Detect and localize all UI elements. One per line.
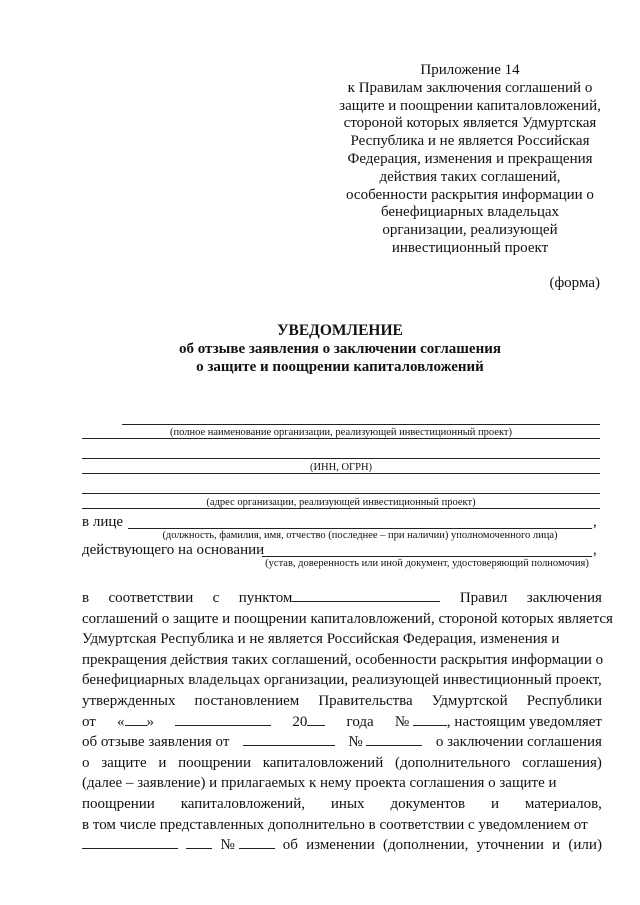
body-word: Правил <box>459 590 508 606</box>
body-row-2 <box>82 609 613 630</box>
resolution-number-field[interactable] <box>413 712 447 726</box>
body-word: и <box>490 795 500 812</box>
notice-date-field[interactable] <box>82 835 178 849</box>
appendix-line: Приложение 14 <box>420 62 520 78</box>
notice-body <box>82 588 613 856</box>
appendix-line: организации, реализующей <box>382 222 558 239</box>
body-row-9 <box>82 753 602 774</box>
inn-field-line-1[interactable] <box>82 458 600 459</box>
basis-field-line[interactable] <box>262 556 592 557</box>
body-word: (или) <box>568 837 602 854</box>
body-text: бенефициарных владельцах организации, реализующей инвестиционный проект, <box>82 672 602 689</box>
appendix-line: Республика и не является Российская <box>350 133 590 150</box>
day-field[interactable] <box>125 712 147 726</box>
body-word: от <box>82 713 96 730</box>
quote-open: « <box>117 713 125 730</box>
body-word: материалов, <box>524 795 602 812</box>
appendix-line: Федерация, изменения и прекращения <box>347 150 593 167</box>
basis-caption: (устав, доверенность или иной документ, удостоверяющий полномочия) <box>265 558 589 569</box>
body-word: в <box>82 590 90 606</box>
org-name-caption: (полное наименование организации, реализующей инвестиционный проект) <box>169 427 512 438</box>
body-row-4 <box>82 650 602 671</box>
title-main: УВЕДОМЛЕНИЕ <box>277 322 403 339</box>
body-text: об отзыве заявления от <box>82 734 230 751</box>
body-row-11 <box>82 794 602 815</box>
appendix-line: инвестиционный проект <box>391 239 549 256</box>
body-text: о заключении соглашения <box>435 734 602 751</box>
clause-number-field[interactable] <box>292 588 440 602</box>
address-field-line-1[interactable] <box>82 493 600 494</box>
address-field-line-2[interactable] <box>82 508 600 509</box>
inn-field-line-2[interactable] <box>82 473 600 474</box>
body-word: поощрении <box>82 795 155 812</box>
body-row-10 <box>82 773 602 794</box>
quote-close: » <box>146 713 155 730</box>
body-word: заключения <box>526 590 602 606</box>
basis-label: действующего на основании <box>82 542 265 558</box>
appendix-line: действия таких соглашений, <box>379 168 561 185</box>
appendix-line: защите и поощрении капиталовложений, <box>339 97 601 114</box>
body-word: об <box>282 837 298 854</box>
appendix-header <box>320 62 620 258</box>
body-word: (дополнении, <box>382 837 469 854</box>
inn-caption: (ИНН, ОГРН) <box>309 462 373 473</box>
body-word: соглашения) <box>522 754 602 771</box>
body-word: (дополнительного <box>394 754 511 771</box>
body-word: поощрении <box>178 754 251 771</box>
body-row-13 <box>82 835 602 856</box>
body-row-12 <box>82 815 602 836</box>
body-word: года <box>346 713 374 730</box>
body-word: документов <box>390 795 466 812</box>
body-text: , настоящим уведомляет <box>446 713 602 730</box>
body-word: изменении <box>306 837 375 854</box>
body-row-6 <box>82 691 602 712</box>
body-word: Республики <box>526 692 602 709</box>
person-label: в лице <box>82 514 124 530</box>
body-word: капиталовложений, <box>180 795 305 812</box>
appendix-line: стороной которых является Удмуртская <box>343 115 597 132</box>
number-sign: № <box>220 837 235 854</box>
body-word: уточнении <box>476 837 544 854</box>
body-word: капиталовложений <box>262 754 384 771</box>
number-sign: № <box>348 734 363 751</box>
document-title <box>80 322 600 376</box>
body-word: о <box>82 754 90 771</box>
body-row-7 <box>82 712 602 733</box>
month-field[interactable] <box>175 712 271 726</box>
body-word: Удмуртской <box>431 692 508 709</box>
year-prefix: 20 <box>292 713 308 730</box>
form-label: (форма) <box>549 275 600 291</box>
body-word: и <box>158 754 167 771</box>
number-sign: № <box>394 713 410 730</box>
body-row-1 <box>82 588 602 609</box>
appendix-line: особенности раскрытия информации о <box>346 186 594 203</box>
person-caption: (должность, фамилия, имя, отчество (последнее – при наличии) уполномоченного лица) <box>162 530 558 541</box>
appendix-line: к Правилам заключения соглашений о <box>347 79 593 96</box>
notice-number-field[interactable] <box>239 835 275 849</box>
body-row-5 <box>82 670 602 691</box>
body-word: с <box>212 590 220 606</box>
body-word: и <box>552 837 561 854</box>
org-name-field-line-1[interactable] <box>122 424 600 425</box>
application-number-field[interactable] <box>366 732 422 746</box>
body-text: Удмуртская Республика и не является Российская Федерация, изменения и <box>82 631 560 648</box>
body-text: соглашений о защите и поощрении капиталовложений, стороной которых является <box>82 610 613 627</box>
application-date-field[interactable] <box>243 732 335 746</box>
body-text: (далее – заявление) и прилагаемых к нему проекта соглашения о защите и <box>82 775 557 792</box>
org-name-field-line-2[interactable] <box>82 438 600 439</box>
year-field[interactable] <box>307 712 325 726</box>
notice-year-field[interactable] <box>186 835 212 849</box>
basis-comma: , <box>593 542 597 558</box>
body-row-3 <box>82 629 602 650</box>
body-word: пунктом <box>238 590 293 606</box>
appendix-line: бенефициарных владельцах <box>380 204 560 221</box>
body-word: иных <box>330 795 365 812</box>
body-word: соответствии <box>108 590 194 606</box>
body-word: защите <box>101 754 147 771</box>
body-text: прекращения действия таких соглашений, особенности раскрытия информации о <box>82 651 604 668</box>
title-line-3: о защите и поощрении капиталовложений <box>196 359 484 375</box>
body-text: в том числе представленных дополнительно в соответствии с уведомлением от <box>82 816 588 833</box>
person-field-line[interactable] <box>128 528 592 529</box>
person-comma: , <box>593 514 597 530</box>
body-word: постановлением <box>194 692 300 709</box>
title-line-2: об отзыве заявления о заключении соглашения <box>179 341 501 357</box>
body-word: Правительства <box>318 692 413 709</box>
address-caption: (адрес организации, реализующей инвестиционный проект) <box>206 497 476 508</box>
body-word: утвержденных <box>82 692 176 709</box>
body-row-8 <box>82 732 602 753</box>
